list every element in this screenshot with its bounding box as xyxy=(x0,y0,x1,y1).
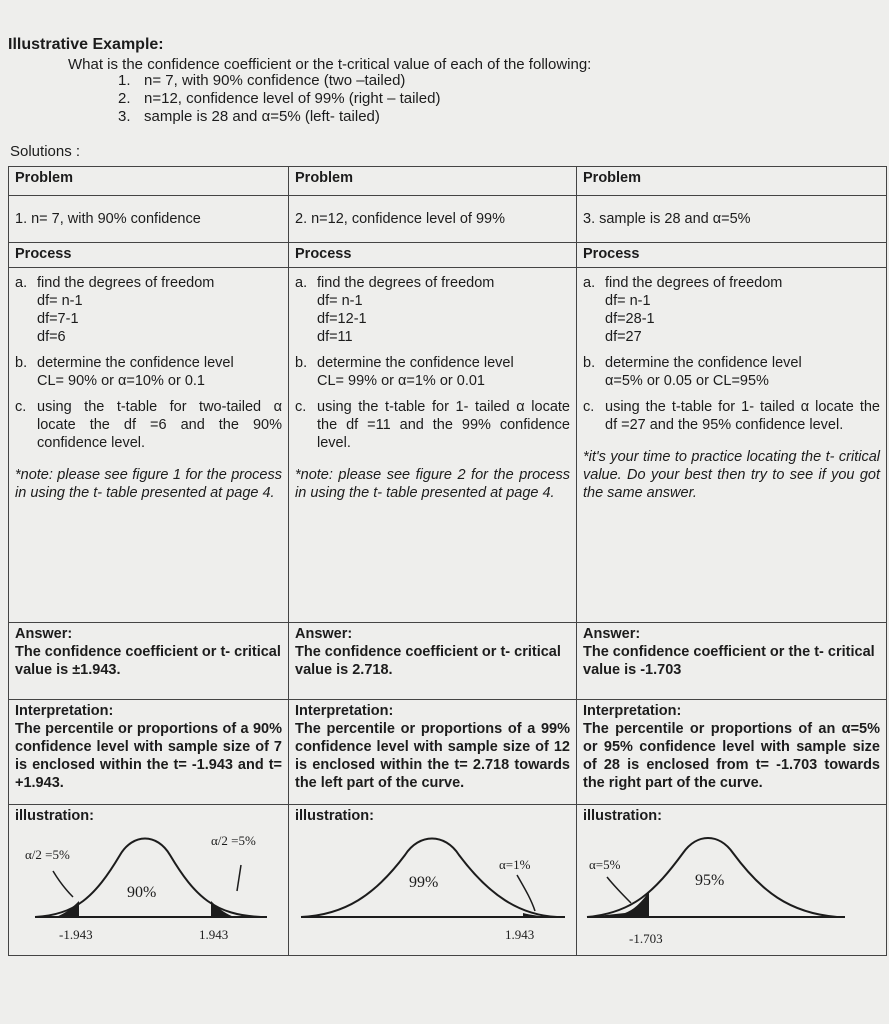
center-label: 95% xyxy=(695,872,725,889)
right-arrow xyxy=(237,865,241,891)
problem-text: 3. sample is 28 and α=5% xyxy=(577,196,887,243)
note-text: *it's your time to practice locating the t- critical value. Do your best then try to see if you got the same answer. xyxy=(583,449,880,501)
left-alpha-label: α/2 =5% xyxy=(25,847,70,862)
illustration-cell: illustration: α/2 =5% α/2 =5% 90% -1.943 1.943 xyxy=(9,805,289,956)
left-tailed-curve xyxy=(583,825,879,949)
table-row xyxy=(9,167,887,196)
left-arrow xyxy=(53,871,73,897)
process-cell xyxy=(577,268,887,623)
step-a: a. find the degrees of freedom df= n-1 df=28-1 df=27 xyxy=(583,275,783,345)
right-t-label: 1.943 xyxy=(199,927,229,942)
problem-header: Problem xyxy=(9,167,289,196)
right-alpha-label: α/2 =5% xyxy=(211,833,256,848)
process-header: Process xyxy=(289,243,577,268)
center-label: 99% xyxy=(409,874,439,891)
illustration-cell: illustration: α=5% 95% -1.703 xyxy=(577,805,887,956)
interpretation-cell: Interpretation: The percentile or proportions of an α=5% or 95% confidence level with sample size of 28 is enclosed from t= -1.703 towards the right part of the curve. xyxy=(577,700,887,805)
alpha-arrow xyxy=(607,877,631,903)
note-text: *note: please see figure 2 for the process in using the t- table presented at page 4. xyxy=(295,467,570,501)
alpha-label: α=5% xyxy=(589,857,621,872)
table-row xyxy=(9,243,887,268)
step-b: b. determine the confidence level CL= 99% or α=1% or 0.01 xyxy=(295,355,514,389)
step-b: b. determine the confidence level CL= 90% or α=10% or 0.1 xyxy=(15,355,234,389)
problem-header: Problem xyxy=(577,167,887,196)
problem-text: 2. n=12, confidence level of 99% xyxy=(289,196,577,243)
process-header: Process xyxy=(9,243,289,268)
illustration-cell: illustration: α=1% 99% 1.943 xyxy=(289,805,577,956)
page-title: Illustrative Example: xyxy=(8,36,164,53)
center-label: 90% xyxy=(127,884,157,901)
step-c: c. using the t-table for two-tailed α locate the df =6 and the 90% confidence level. xyxy=(15,399,282,451)
t-label: -1.703 xyxy=(629,931,663,946)
alpha-arrow xyxy=(517,875,535,911)
process-header: Process xyxy=(577,243,887,268)
t-label: 1.943 xyxy=(505,927,535,942)
answer-cell: Answer: The confidence coefficient or t- critical value is ±1.943. xyxy=(9,623,289,700)
interpretation-cell: Interpretation: The percentile or proportions of a 99% confidence level with sample size of 12 is enclosed within the t= 2.718 towards the left part of the curve. xyxy=(289,700,577,805)
problem-text: 1. n= 7, with 90% confidence xyxy=(9,196,289,243)
answer-cell: Answer: The confidence coefficient or the t- critical value is -1.703 xyxy=(577,623,887,700)
list-item: 3. sample is 28 and α=5% (left- tailed) xyxy=(118,108,380,125)
step-c: c. using the t-table for 1- tailed α locate the df =11 and the 99% confidence level. xyxy=(295,399,570,451)
question-list xyxy=(118,72,440,126)
left-t-label: -1.943 xyxy=(59,927,93,942)
step-b: b. determine the confidence level α=5% or 0.05 or CL=95% xyxy=(583,355,802,389)
table-row xyxy=(9,196,887,243)
two-tailed-curve xyxy=(15,825,281,949)
answer-cell: Answer: The confidence coefficient or t- critical value is 2.718. xyxy=(289,623,577,700)
list-item: 2. n=12, confidence level of 99% (right – tailed) xyxy=(118,90,441,107)
note-text: *note: please see figure 1 for the process in using the t- table presented at page 4. xyxy=(15,467,282,501)
right-tailed-curve xyxy=(295,825,569,949)
alpha-label: α=1% xyxy=(499,857,531,872)
process-cell xyxy=(9,268,289,623)
step-a: a. find the degrees of freedom df= n-1 df=7-1 df=6 xyxy=(15,275,215,345)
table-row xyxy=(9,805,887,956)
solutions-table xyxy=(8,166,887,956)
process-cell xyxy=(289,268,577,623)
table-row xyxy=(9,623,887,700)
problem-header: Problem xyxy=(289,167,577,196)
solutions-label: Solutions : xyxy=(10,143,81,160)
question-text: What is the confidence coefficient or the t-critical value of each of the following: xyxy=(68,56,592,73)
left-tail-shade xyxy=(587,891,649,917)
table-row xyxy=(9,268,887,623)
interpretation-cell: Interpretation: The percentile or proportions of a 90% confidence level with sample size of 7 is enclosed within the t= -1.943 and t= +1.943. xyxy=(9,700,289,805)
list-item: 1. n= 7, with 90% confidence (two –tailed) xyxy=(118,72,406,89)
table-row xyxy=(9,700,887,805)
step-c: c. using the t-table for 1- tailed α locate the df =27 and the 95% confidence level. xyxy=(583,399,880,433)
step-a: a. find the degrees of freedom df= n-1 df=12-1 df=11 xyxy=(295,275,495,345)
